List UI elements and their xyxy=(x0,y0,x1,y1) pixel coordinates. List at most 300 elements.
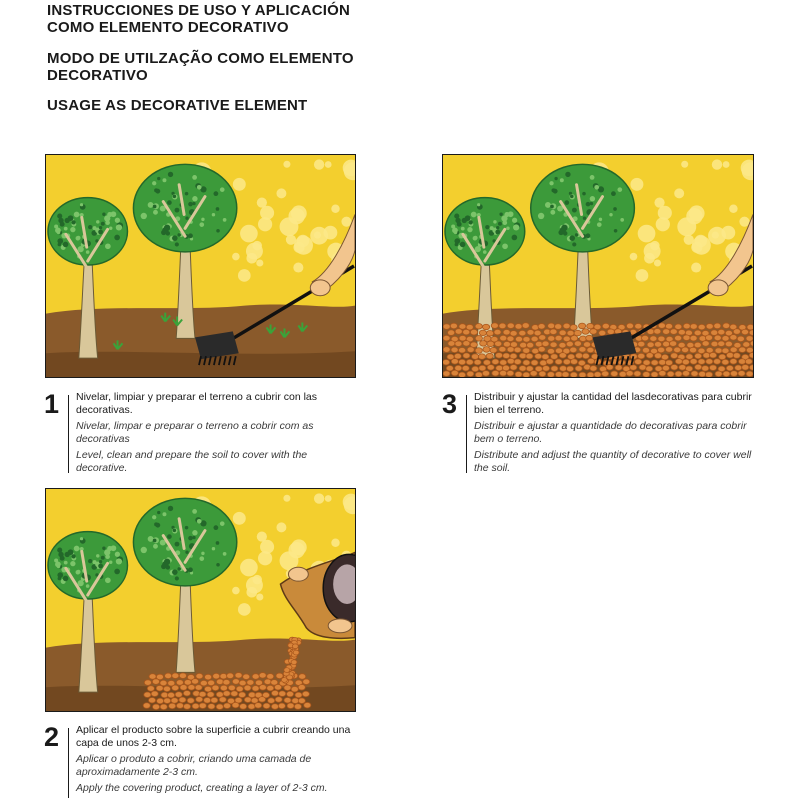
gravel-stone xyxy=(503,342,510,348)
gravel-stone xyxy=(562,372,569,377)
leaf-dot xyxy=(96,554,99,557)
leaf-dot xyxy=(68,215,74,221)
gravel-stone xyxy=(582,353,589,359)
gravel-stone xyxy=(523,372,530,377)
gravel-stone xyxy=(551,366,558,372)
gravel-stone xyxy=(540,360,547,366)
gravel-stone xyxy=(670,329,677,335)
leaf-dot xyxy=(153,539,157,543)
gravel-stone xyxy=(705,372,712,377)
gravel-stone xyxy=(291,686,298,692)
sky-bubble xyxy=(258,551,272,565)
gravel-stone xyxy=(212,685,219,691)
step-text-english: Distribute and adjust the quantity of decorative to cover well the soil. xyxy=(474,449,752,474)
leaf-dot xyxy=(583,217,586,220)
gravel-stone xyxy=(667,371,674,377)
gravel-stone xyxy=(574,341,581,347)
hand xyxy=(288,567,308,581)
leaf-dot xyxy=(101,222,105,226)
leaf-dot xyxy=(88,225,92,229)
hand xyxy=(708,280,728,296)
gravel-stone xyxy=(520,342,527,348)
garden-scene-pour-bag xyxy=(46,489,355,711)
gravel-stone xyxy=(683,323,690,329)
gravel-stone xyxy=(144,692,151,698)
gravel-stone xyxy=(286,691,293,697)
leaf-dot xyxy=(614,229,618,233)
gravel-stone xyxy=(619,371,626,377)
leaf-dot xyxy=(590,202,593,205)
sky-bubble xyxy=(252,575,261,584)
gravel-stone xyxy=(152,679,159,685)
sky-bubble xyxy=(252,241,261,250)
gravel-stone xyxy=(626,323,633,329)
gravel-stone xyxy=(590,366,597,372)
gravel-stone xyxy=(647,342,654,348)
gravel-stone xyxy=(207,692,214,698)
leaf-dot xyxy=(201,552,204,555)
leaf-dot xyxy=(157,511,160,514)
leaf-dot xyxy=(549,181,553,185)
leaf-dot xyxy=(172,235,178,241)
leaf-dot xyxy=(148,202,154,208)
gravel-stone xyxy=(463,341,470,347)
gravel-stone xyxy=(550,329,557,335)
gravel-stone xyxy=(587,323,594,329)
leaf-dot xyxy=(88,559,92,563)
leaf-dot xyxy=(538,213,544,219)
gravel-stone xyxy=(661,354,668,360)
gravel-stone xyxy=(646,366,653,372)
gravel-stone xyxy=(144,680,151,686)
sky-bubble xyxy=(314,232,321,239)
gravel-stone xyxy=(284,697,291,703)
leaf-dot xyxy=(177,233,181,237)
gravel-stone xyxy=(725,341,732,347)
gravel-stone xyxy=(711,330,718,336)
leaf-dot xyxy=(167,200,172,205)
gravel-stone xyxy=(548,336,555,342)
gravel-stone xyxy=(590,329,597,335)
gravel-stone xyxy=(739,347,746,353)
leaf-dot xyxy=(512,218,517,223)
gravel-stone xyxy=(149,674,156,680)
gravel-stone xyxy=(515,372,522,377)
sky-bubble xyxy=(232,587,240,595)
leaf-dot xyxy=(483,250,487,254)
leaf-dot xyxy=(586,202,591,207)
gravel-stone xyxy=(507,358,514,364)
sky-bubble xyxy=(644,253,655,264)
leaf-dot xyxy=(185,551,188,554)
sky-bubble xyxy=(723,161,730,168)
sky-bubble xyxy=(630,253,638,261)
gravel-stone xyxy=(278,703,285,709)
gravel-stone xyxy=(570,347,577,353)
leaf-dot xyxy=(109,227,112,230)
leaf-dot xyxy=(609,213,612,216)
leaf-dot xyxy=(162,227,168,233)
gravel-stone xyxy=(682,359,689,365)
leaf-dot xyxy=(569,235,575,241)
leaf-dot xyxy=(199,222,204,227)
sky-bubble xyxy=(729,205,737,213)
gravel-stone xyxy=(689,347,696,353)
gravel-stone xyxy=(665,324,672,330)
gravel-stone xyxy=(515,324,522,330)
gravel-stone xyxy=(675,371,682,377)
sky-bubble xyxy=(650,241,660,250)
leaf-dot xyxy=(469,220,473,224)
gravel-stone xyxy=(722,359,729,365)
leaf-dot xyxy=(188,202,193,207)
gravel-stone xyxy=(161,692,168,698)
gravel-stone xyxy=(651,360,658,366)
gravel-stone xyxy=(179,697,186,703)
leaf-dot xyxy=(465,215,471,221)
sky-bubble xyxy=(258,217,272,231)
leaf-dot xyxy=(168,506,173,511)
leaf-dot xyxy=(141,213,147,219)
gravel-stone xyxy=(654,353,661,359)
sky-bubble xyxy=(656,217,670,231)
gravel-stone xyxy=(219,697,226,703)
leaf-dot xyxy=(104,549,110,555)
gravel-stone xyxy=(630,365,637,371)
gravel-stone xyxy=(470,329,477,335)
garden-scene-rake xyxy=(46,155,355,377)
gravel-stone xyxy=(199,691,206,697)
gravel-stone xyxy=(163,686,170,692)
gravel-stone xyxy=(220,673,227,679)
leaf-dot xyxy=(457,222,462,227)
sky-bubble xyxy=(238,269,251,282)
gravel-stone xyxy=(287,675,293,680)
gravel-stone xyxy=(730,335,737,341)
gravel-stone xyxy=(576,353,583,359)
leaf-dot xyxy=(86,250,90,254)
leaf-dot xyxy=(572,242,576,246)
gravel-stone xyxy=(487,341,494,347)
gravel-stone xyxy=(638,353,645,359)
gravel-stone xyxy=(715,371,722,377)
gravel-stone xyxy=(466,359,473,365)
leaf-dot xyxy=(93,560,97,564)
sky-bubble xyxy=(638,225,656,243)
leaf-dot xyxy=(192,530,197,535)
gravel-stone xyxy=(579,347,586,353)
gravel-stone xyxy=(588,358,595,364)
gravel-stone xyxy=(730,359,737,365)
leaf-dot xyxy=(111,211,117,217)
leaf-dot xyxy=(104,215,110,221)
gravel-stone xyxy=(587,347,594,353)
gravel-stone xyxy=(213,673,220,679)
gravel-stone xyxy=(275,697,282,703)
leaf-dot xyxy=(157,177,160,180)
gravel-stone xyxy=(287,703,294,709)
gravel-stone xyxy=(723,323,730,329)
leaf-dot xyxy=(60,556,65,561)
leaf-dot xyxy=(485,225,489,229)
gravel-stone xyxy=(539,371,546,377)
gravel-stone xyxy=(503,330,510,336)
leaf-dot xyxy=(216,207,220,211)
leaf-dot xyxy=(60,222,65,227)
gravel-stone xyxy=(179,673,186,679)
gravel-stone xyxy=(443,324,450,330)
gravel-stone xyxy=(211,697,218,703)
gravel-stone xyxy=(143,703,150,709)
gravel-stone xyxy=(749,330,753,336)
gravel-stone xyxy=(455,341,462,347)
gravel-stone xyxy=(527,342,534,348)
gravel-stone xyxy=(531,360,538,366)
gravel-stone xyxy=(743,342,750,348)
gravel-stone xyxy=(172,685,179,691)
sky-bubble xyxy=(256,259,263,266)
gravel-stone xyxy=(235,673,242,679)
sky-bubble xyxy=(280,217,299,236)
gravel-stone xyxy=(507,323,514,329)
leaf-dot xyxy=(575,233,579,237)
leaf-dot xyxy=(496,226,499,229)
gravel-stone xyxy=(733,329,740,335)
gravel-stone xyxy=(663,341,670,347)
leaf-dot xyxy=(78,580,84,586)
leaf-dot xyxy=(467,227,472,232)
leaf-dot xyxy=(80,203,83,206)
heading-spanish: INSTRUCCIONES DE USO Y APLICACIÓN COMO ELEMENTO DECORATIVO xyxy=(47,2,351,36)
gravel-stone xyxy=(749,365,753,371)
gravel-stone xyxy=(492,370,499,376)
gravel-stone xyxy=(160,680,167,686)
gravel-stone xyxy=(227,673,234,679)
leaf-dot xyxy=(111,545,117,551)
gravel-stone xyxy=(495,341,502,347)
gravel-stone xyxy=(264,679,271,685)
gravel-stone xyxy=(459,359,466,365)
sky-bubble xyxy=(246,587,257,598)
gravel-stone xyxy=(718,329,725,335)
sky-bubble xyxy=(325,495,332,502)
leaf-dot xyxy=(116,224,122,230)
leaf-dot xyxy=(490,226,494,230)
gravel-stone xyxy=(483,347,490,353)
gravel-stone xyxy=(172,673,179,679)
step-text-portuguese: Aplicar o produto a cobrir, criando uma camada de aproximadamente 2-3 cm. xyxy=(76,753,312,778)
leaf-dot xyxy=(223,218,227,222)
leaf-dot xyxy=(175,542,180,547)
gravel-stone xyxy=(570,325,577,331)
gravel-stone xyxy=(446,365,453,371)
gravel-stone xyxy=(715,348,722,354)
step-3-instructions xyxy=(442,391,762,481)
gravel-stone xyxy=(523,337,530,343)
sky-bubble xyxy=(739,217,749,227)
sky-bubble xyxy=(232,253,240,261)
gravel-stone xyxy=(184,680,191,686)
gravel-stone xyxy=(705,335,712,341)
leaf-dot xyxy=(590,175,595,180)
gravel-stone xyxy=(694,342,701,348)
gravel-stone xyxy=(176,703,183,709)
leaf-dot xyxy=(152,515,156,519)
leaf-dot xyxy=(560,178,564,182)
leaf-dot xyxy=(80,537,83,540)
leaf-dot xyxy=(197,519,202,524)
gravel-stone xyxy=(563,359,570,365)
leaf-dot xyxy=(553,189,558,194)
gravel-stone xyxy=(448,341,455,347)
gravel-stone xyxy=(635,359,642,365)
gravel-stone xyxy=(535,341,542,347)
step-2-instructions xyxy=(44,724,364,800)
gravel-stone xyxy=(746,347,753,353)
leaf-dot xyxy=(498,222,502,226)
sky-bubble xyxy=(331,539,339,547)
gravel-stone xyxy=(292,644,298,649)
gravel-stone xyxy=(570,372,577,377)
leaf-dot xyxy=(192,175,197,180)
leaf-dot xyxy=(188,567,193,572)
gravel-stone xyxy=(248,704,255,710)
sky-bubble xyxy=(677,217,696,236)
leaf-dot xyxy=(109,561,112,564)
gravel-stone xyxy=(638,341,645,347)
leaf-dot xyxy=(594,185,599,190)
step-1-instructions xyxy=(44,391,364,481)
gravel-stone xyxy=(204,698,211,704)
gravel-stone xyxy=(474,359,481,365)
leaf-dot xyxy=(590,196,595,201)
leaf-dot xyxy=(173,195,176,198)
gravel-stone xyxy=(519,330,526,336)
sky-bubble xyxy=(276,188,286,198)
gravel-stone xyxy=(500,370,507,376)
gravel-stone xyxy=(208,680,215,686)
sky-bubble xyxy=(246,253,257,264)
sky-bubble xyxy=(721,226,735,240)
sky-bubble xyxy=(712,159,722,169)
leaf-dot xyxy=(572,208,577,213)
gravel-stone xyxy=(586,335,593,341)
gravel-stone xyxy=(698,359,705,365)
gravel-stone xyxy=(482,371,489,377)
gravel-stone xyxy=(642,348,649,354)
leaf-dot xyxy=(76,236,80,240)
illustration-step-3-distribute xyxy=(442,154,754,378)
leaf-dot xyxy=(114,235,120,241)
heading-english: USAGE AS DECORATIVE ELEMENT xyxy=(47,97,308,114)
gravel-stone xyxy=(302,691,309,697)
gravel-stone xyxy=(711,341,718,347)
gravel-stone xyxy=(702,366,709,372)
leaf-dot xyxy=(188,536,193,541)
leaf-dot xyxy=(71,220,75,224)
gravel-stone xyxy=(171,698,178,704)
sky-bubble xyxy=(283,495,290,502)
sky-bubble xyxy=(654,259,661,266)
gravel-stone xyxy=(205,674,212,680)
leaf-dot xyxy=(512,235,518,241)
gravel-stone xyxy=(274,685,281,691)
gravel-stone xyxy=(196,697,203,703)
gravel-stone xyxy=(515,336,522,342)
gravel-stone xyxy=(634,371,641,377)
gravel-stone xyxy=(730,347,737,353)
gravel-stone xyxy=(714,335,721,341)
gravel-stone xyxy=(678,329,685,335)
gravel-stone xyxy=(451,370,458,376)
gravel-stone xyxy=(467,347,474,353)
gravel-stone xyxy=(295,692,302,698)
step-number: 3 xyxy=(442,389,458,419)
gravel-stone xyxy=(507,347,514,353)
leaf-dot xyxy=(213,191,218,196)
gravel-stone xyxy=(454,353,461,359)
gravel-stone xyxy=(709,365,716,371)
gravel-stone xyxy=(550,342,557,348)
gravel-stone xyxy=(733,353,740,359)
leaf-dot xyxy=(223,552,227,556)
gravel-stone xyxy=(293,650,299,655)
leaf-dot xyxy=(162,561,168,567)
illustration-step-2-apply xyxy=(45,488,356,712)
gravel-stone xyxy=(183,690,190,696)
leaf-dot xyxy=(70,227,75,232)
leaf-dot xyxy=(212,213,215,216)
gravel-stone xyxy=(745,359,752,365)
gravel-stone xyxy=(567,330,574,336)
illustration-step-1-prepare-soil xyxy=(45,154,356,378)
gravel-stone xyxy=(615,365,622,371)
gravel-stone xyxy=(555,335,562,341)
gravel-stone xyxy=(220,685,227,691)
gravel-stone xyxy=(587,372,594,377)
gravel-stone xyxy=(566,366,573,372)
gravel-stone xyxy=(542,341,549,347)
gravel-stone xyxy=(730,371,737,377)
gravel-stone xyxy=(298,698,305,704)
leaf-dot xyxy=(185,192,189,196)
gravel-stone xyxy=(156,685,163,691)
gravel-stone xyxy=(255,703,262,709)
gravel-stone xyxy=(683,335,690,341)
leaf-dot xyxy=(599,218,602,221)
gravel-stone xyxy=(299,674,306,680)
leaf-dot xyxy=(192,536,195,539)
gravel-stone xyxy=(626,371,633,377)
gravel-stone xyxy=(304,702,311,708)
gravel-stone xyxy=(659,360,666,366)
leaf-dot xyxy=(192,196,197,201)
leaf-dot xyxy=(501,215,507,221)
gravel-stone xyxy=(459,335,466,341)
gravel-stone xyxy=(560,366,567,372)
leaf-dot xyxy=(455,243,459,247)
gravel-stone xyxy=(276,673,283,679)
sky-bubble xyxy=(636,269,649,282)
gravel-stone xyxy=(160,704,167,710)
gravel-stone xyxy=(175,692,182,698)
gravel-stone xyxy=(690,359,697,365)
gravel-stone xyxy=(671,353,678,359)
leaf-dot xyxy=(93,226,97,230)
gravel-stone xyxy=(546,359,553,365)
gravel-stone xyxy=(443,335,450,341)
sky-bubble xyxy=(240,559,258,577)
